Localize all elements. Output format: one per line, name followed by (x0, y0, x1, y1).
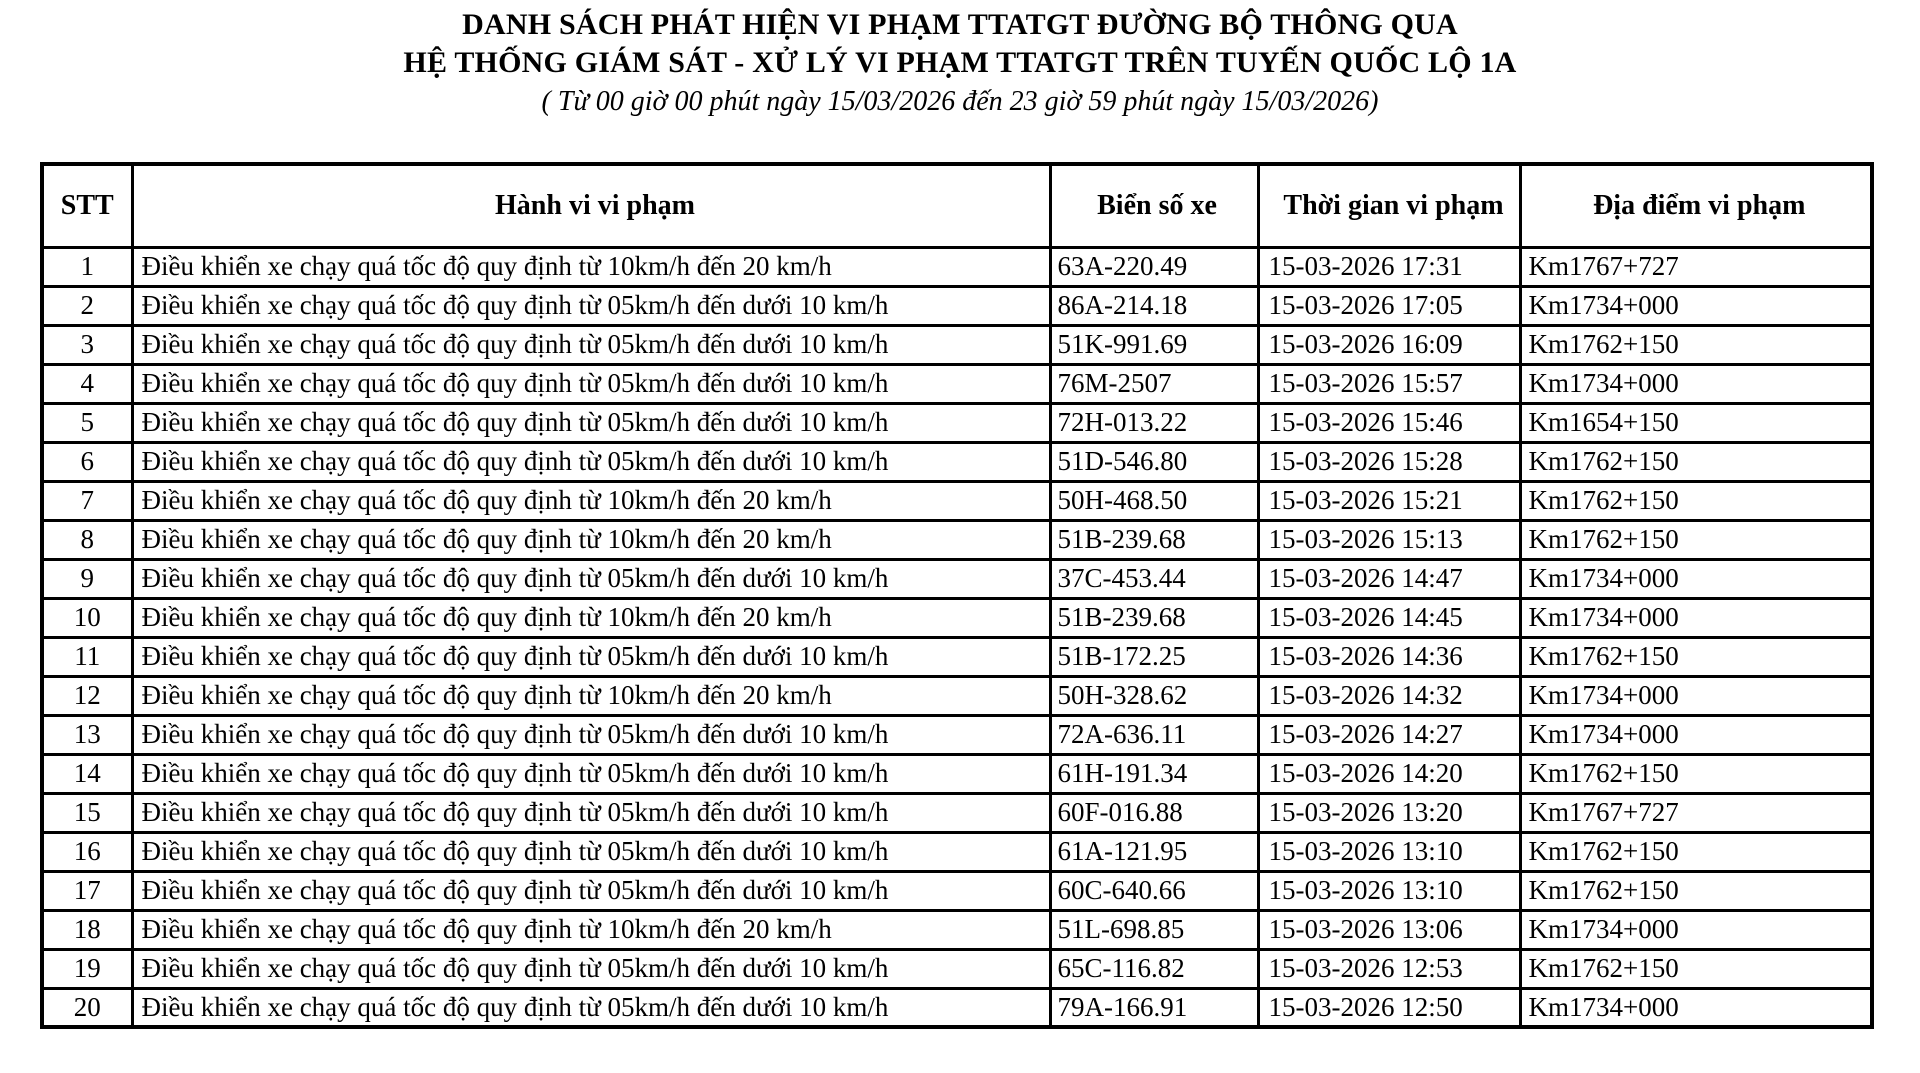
location-cell: Km1734+000 (1520, 715, 1872, 754)
violation-cell: Điều khiển xe chạy quá tốc độ quy định từ 10km/h đến 20 km/h (132, 481, 1050, 520)
stt-cell: 11 (42, 637, 132, 676)
stt-cell: 19 (42, 949, 132, 988)
plate-cell: 51B-172.25 (1050, 637, 1258, 676)
time-cell: 15-03-2026 15:21 (1258, 481, 1520, 520)
plate-cell: 51B-239.68 (1050, 520, 1258, 559)
table-row (42, 715, 1872, 754)
plate-cell: 63A-220.49 (1050, 247, 1258, 286)
table-row (42, 559, 1872, 598)
violation-cell: Điều khiển xe chạy quá tốc độ quy định từ 05km/h đến dưới 10 km/h (132, 364, 1050, 403)
time-cell: 15-03-2026 14:36 (1258, 637, 1520, 676)
table-row (42, 364, 1872, 403)
location-cell: Km1734+000 (1520, 988, 1872, 1027)
location-cell: Km1767+727 (1520, 247, 1872, 286)
table-row (42, 325, 1872, 364)
stt-cell: 13 (42, 715, 132, 754)
header-plate: Biển số xe (1050, 164, 1258, 247)
document-title-line-2: HỆ THỐNG GIÁM SÁT - XỬ LÝ VI PHẠM TTATGT TRÊN TUYẾN QUỐC LỘ 1A (403, 46, 1517, 79)
violations-table-header (42, 164, 1872, 247)
violation-cell: Điều khiển xe chạy quá tốc độ quy định từ 05km/h đến dưới 10 km/h (132, 442, 1050, 481)
plate-cell: 60C-640.66 (1050, 871, 1258, 910)
table-row (42, 754, 1872, 793)
violation-cell: Điều khiển xe chạy quá tốc độ quy định từ 05km/h đến dưới 10 km/h (132, 286, 1050, 325)
stt-cell: 1 (42, 247, 132, 286)
plate-cell: 65C-116.82 (1050, 949, 1258, 988)
table-row (42, 910, 1872, 949)
violation-cell: Điều khiển xe chạy quá tốc độ quy định từ 10km/h đến 20 km/h (132, 247, 1050, 286)
violation-cell: Điều khiển xe chạy quá tốc độ quy định từ 10km/h đến 20 km/h (132, 910, 1050, 949)
stt-cell: 9 (42, 559, 132, 598)
table-row (42, 481, 1872, 520)
table-row (42, 988, 1872, 1027)
plate-cell: 37C-453.44 (1050, 559, 1258, 598)
header-time: Thời gian vi phạm (1258, 164, 1520, 247)
plate-cell: 60F-016.88 (1050, 793, 1258, 832)
time-cell: 15-03-2026 12:50 (1258, 988, 1520, 1027)
document-header (0, 0, 1920, 120)
violations-table (40, 162, 1874, 1029)
violation-cell: Điều khiển xe chạy quá tốc độ quy định từ 05km/h đến dưới 10 km/h (132, 325, 1050, 364)
plate-cell: 51K-991.69 (1050, 325, 1258, 364)
location-cell: Km1762+150 (1520, 949, 1872, 988)
document-title-line-1: DANH SÁCH PHÁT HIỆN VI PHẠM TTATGT ĐƯỜNG BỘ THÔNG QUA (462, 8, 1458, 41)
document-subtitle-date-range: ( Từ 00 giờ 00 phút ngày 15/03/2026 đến 23 giờ 59 phút ngày 15/03/2026) (541, 86, 1379, 117)
table-row (42, 520, 1872, 559)
violation-cell: Điều khiển xe chạy quá tốc độ quy định từ 05km/h đến dưới 10 km/h (132, 988, 1050, 1027)
stt-cell: 7 (42, 481, 132, 520)
stt-cell: 18 (42, 910, 132, 949)
time-cell: 15-03-2026 15:57 (1258, 364, 1520, 403)
stt-cell: 6 (42, 442, 132, 481)
stt-cell: 16 (42, 832, 132, 871)
plate-cell: 86A-214.18 (1050, 286, 1258, 325)
plate-cell: 79A-166.91 (1050, 988, 1258, 1027)
violation-cell: Điều khiển xe chạy quá tốc độ quy định từ 10km/h đến 20 km/h (132, 676, 1050, 715)
header-location: Địa điểm vi phạm (1520, 164, 1872, 247)
plate-cell: 51L-698.85 (1050, 910, 1258, 949)
time-cell: 15-03-2026 13:20 (1258, 793, 1520, 832)
table-row (42, 949, 1872, 988)
violation-cell: Điều khiển xe chạy quá tốc độ quy định từ 05km/h đến dưới 10 km/h (132, 871, 1050, 910)
location-cell: Km1762+150 (1520, 520, 1872, 559)
location-cell: Km1734+000 (1520, 598, 1872, 637)
time-cell: 15-03-2026 17:31 (1258, 247, 1520, 286)
location-cell: Km1654+150 (1520, 403, 1872, 442)
time-cell: 15-03-2026 16:09 (1258, 325, 1520, 364)
header-row (42, 164, 1872, 247)
plate-cell: 51B-239.68 (1050, 598, 1258, 637)
violation-cell: Điều khiển xe chạy quá tốc độ quy định từ 05km/h đến dưới 10 km/h (132, 715, 1050, 754)
table-row (42, 832, 1872, 871)
time-cell: 15-03-2026 15:13 (1258, 520, 1520, 559)
plate-cell: 61A-121.95 (1050, 832, 1258, 871)
violation-cell: Điều khiển xe chạy quá tốc độ quy định từ 05km/h đến dưới 10 km/h (132, 949, 1050, 988)
stt-cell: 8 (42, 520, 132, 559)
stt-cell: 12 (42, 676, 132, 715)
table-row (42, 598, 1872, 637)
time-cell: 15-03-2026 13:10 (1258, 832, 1520, 871)
time-cell: 15-03-2026 13:06 (1258, 910, 1520, 949)
stt-cell: 14 (42, 754, 132, 793)
table-row (42, 247, 1872, 286)
time-cell: 15-03-2026 12:53 (1258, 949, 1520, 988)
stt-cell: 15 (42, 793, 132, 832)
location-cell: Km1762+150 (1520, 637, 1872, 676)
time-cell: 15-03-2026 14:47 (1258, 559, 1520, 598)
location-cell: Km1762+150 (1520, 871, 1872, 910)
stt-cell: 4 (42, 364, 132, 403)
location-cell: Km1734+000 (1520, 559, 1872, 598)
violation-cell: Điều khiển xe chạy quá tốc độ quy định từ 05km/h đến dưới 10 km/h (132, 559, 1050, 598)
location-cell: Km1762+150 (1520, 481, 1872, 520)
stt-cell: 5 (42, 403, 132, 442)
header-violation: Hành vi vi phạm (132, 164, 1050, 247)
location-cell: Km1762+150 (1520, 832, 1872, 871)
time-cell: 15-03-2026 17:05 (1258, 286, 1520, 325)
plate-cell: 51D-546.80 (1050, 442, 1258, 481)
time-cell: 15-03-2026 14:27 (1258, 715, 1520, 754)
location-cell: Km1762+150 (1520, 442, 1872, 481)
time-cell: 15-03-2026 13:10 (1258, 871, 1520, 910)
location-cell: Km1734+000 (1520, 910, 1872, 949)
table-row (42, 793, 1872, 832)
violation-cell: Điều khiển xe chạy quá tốc độ quy định từ 10km/h đến 20 km/h (132, 598, 1050, 637)
plate-cell: 50H-468.50 (1050, 481, 1258, 520)
stt-cell: 3 (42, 325, 132, 364)
violations-table-body (42, 247, 1872, 1027)
stt-cell: 2 (42, 286, 132, 325)
violation-cell: Điều khiển xe chạy quá tốc độ quy định từ 05km/h đến dưới 10 km/h (132, 637, 1050, 676)
table-row (42, 442, 1872, 481)
plate-cell: 72H-013.22 (1050, 403, 1258, 442)
location-cell: Km1762+150 (1520, 754, 1872, 793)
violation-cell: Điều khiển xe chạy quá tốc độ quy định từ 05km/h đến dưới 10 km/h (132, 754, 1050, 793)
stt-cell: 10 (42, 598, 132, 637)
stt-cell: 17 (42, 871, 132, 910)
table-row (42, 286, 1872, 325)
plate-cell: 72A-636.11 (1050, 715, 1258, 754)
plate-cell: 50H-328.62 (1050, 676, 1258, 715)
time-cell: 15-03-2026 15:28 (1258, 442, 1520, 481)
location-cell: Km1734+000 (1520, 364, 1872, 403)
table-row (42, 637, 1872, 676)
table-row (42, 871, 1872, 910)
location-cell: Km1734+000 (1520, 286, 1872, 325)
plate-cell: 61H-191.34 (1050, 754, 1258, 793)
location-cell: Km1767+727 (1520, 793, 1872, 832)
time-cell: 15-03-2026 14:20 (1258, 754, 1520, 793)
time-cell: 15-03-2026 15:46 (1258, 403, 1520, 442)
violation-cell: Điều khiển xe chạy quá tốc độ quy định từ 05km/h đến dưới 10 km/h (132, 832, 1050, 871)
time-cell: 15-03-2026 14:32 (1258, 676, 1520, 715)
location-cell: Km1734+000 (1520, 676, 1872, 715)
stt-cell: 20 (42, 988, 132, 1027)
plate-cell: 76M-2507 (1050, 364, 1258, 403)
time-cell: 15-03-2026 14:45 (1258, 598, 1520, 637)
table-row (42, 403, 1872, 442)
header-stt: STT (42, 164, 132, 247)
violation-cell: Điều khiển xe chạy quá tốc độ quy định từ 10km/h đến 20 km/h (132, 520, 1050, 559)
location-cell: Km1762+150 (1520, 325, 1872, 364)
table-row (42, 676, 1872, 715)
violation-cell: Điều khiển xe chạy quá tốc độ quy định từ 05km/h đến dưới 10 km/h (132, 403, 1050, 442)
violation-cell: Điều khiển xe chạy quá tốc độ quy định từ 05km/h đến dưới 10 km/h (132, 793, 1050, 832)
